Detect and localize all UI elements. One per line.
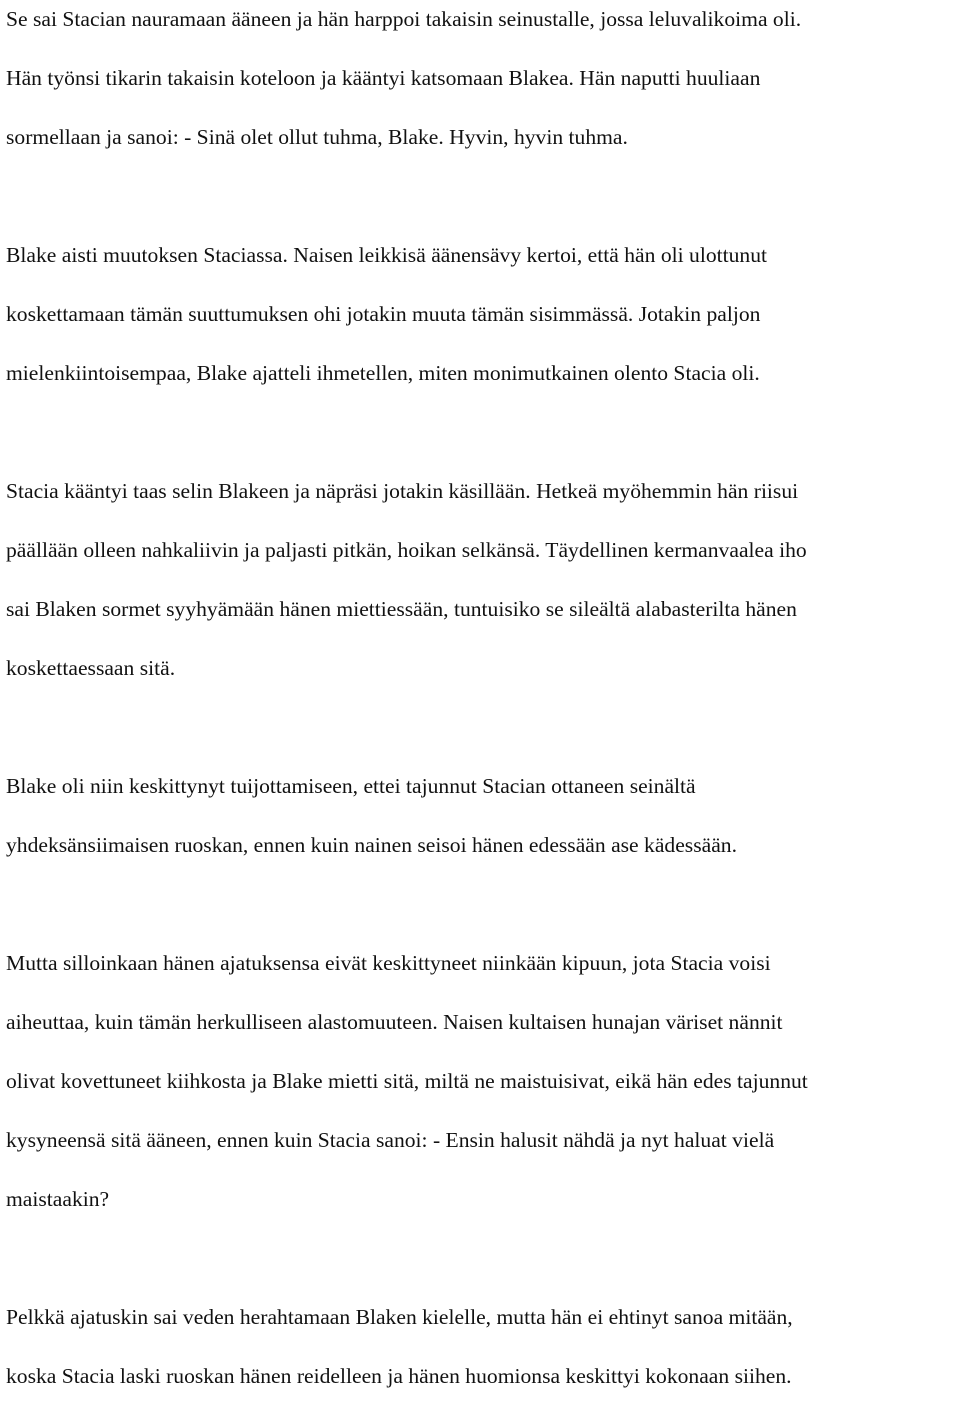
paragraph-4 xyxy=(6,757,960,875)
text-line: kysyneensä sitä ääneen, ennen kuin Stacia sanoi: - Ensin halusit nähdä ja nyt haluat vielä xyxy=(6,1128,775,1152)
text-line: olivat kovettuneet kiihkosta ja Blake mietti sitä, miltä ne maistuisivat, eikä hän edes tajunnut xyxy=(6,1069,808,1093)
text-line: mielenkiintoisempaa, Blake ajatteli ihmetellen, miten monimutkainen olento Stacia oli. xyxy=(6,361,760,385)
paragraph-gap xyxy=(6,403,960,462)
paragraph-6 xyxy=(6,1288,960,1406)
text-line: maistaakin? xyxy=(6,1187,110,1211)
paragraph-2 xyxy=(6,226,960,403)
document-page xyxy=(6,0,960,1406)
text-line: Hän työnsi tikarin takaisin koteloon ja kääntyi katsomaan Blakea. Hän naputti huuliaan xyxy=(6,66,761,90)
paragraph-3 xyxy=(6,462,960,698)
text-line: päällään olleen nahkaliivin ja paljasti pitkän, hoikan selkänsä. Täydellinen kermanvaalea iho xyxy=(6,538,807,562)
text-line: yhdeksänsiimaisen ruoskan, ennen kuin nainen seisoi hänen edessään ase kädessään. xyxy=(6,833,737,857)
text-line: Pelkkä ajatuskin sai veden herahtamaan Blaken kielelle, mutta hän ei ehtinyt sanoa mitään, xyxy=(6,1305,793,1329)
text-line: sormellaan ja sanoi: - Sinä olet ollut tuhma, Blake. Hyvin, hyvin tuhma. xyxy=(6,125,628,149)
text-line: koskettaessaan sitä. xyxy=(6,656,176,680)
text-line: koska Stacia laski ruoskan hänen reidelleen ja hänen huomionsa keskittyi kokonaan siihen. xyxy=(6,1364,792,1388)
paragraph-gap xyxy=(6,1229,960,1288)
text-line: Blake aisti muutoksen Staciassa. Naisen leikkisä äänensävy kertoi, että hän oli ulottunut xyxy=(6,243,768,267)
text-line: aiheuttaa, kuin tämän herkulliseen alastomuuteen. Naisen kultaisen hunajan väriset nännit xyxy=(6,1010,783,1034)
text-line: Blake oli niin keskittynyt tuijottamiseen, ettei tajunnut Stacian ottaneen seinältä xyxy=(6,774,696,798)
paragraph-1 xyxy=(6,0,960,167)
paragraph-gap xyxy=(6,167,960,226)
paragraph-gap xyxy=(6,875,960,934)
text-line: Mutta silloinkaan hänen ajatuksensa eivät keskittyneet niinkään kipuun, jota Stacia voisi xyxy=(6,951,771,975)
paragraph-5 xyxy=(6,934,960,1229)
text-line: Stacia kääntyi taas selin Blakeen ja näpräsi jotakin käsillään. Hetkeä myöhemmin hän riisui xyxy=(6,479,799,503)
text-line: sai Blaken sormet syyhyämään hänen miettiessään, tuntuisiko se sileältä alabasterilta hänen xyxy=(6,597,797,621)
paragraph-gap xyxy=(6,698,960,757)
text-line: Se sai Stacian nauramaan ääneen ja hän harppoi takaisin seinustalle, jossa leluvalikoima oli. xyxy=(6,7,802,31)
text-line: koskettamaan tämän suuttumuksen ohi jotakin muuta tämän sisimmässä. Jotakin paljon xyxy=(6,302,761,326)
